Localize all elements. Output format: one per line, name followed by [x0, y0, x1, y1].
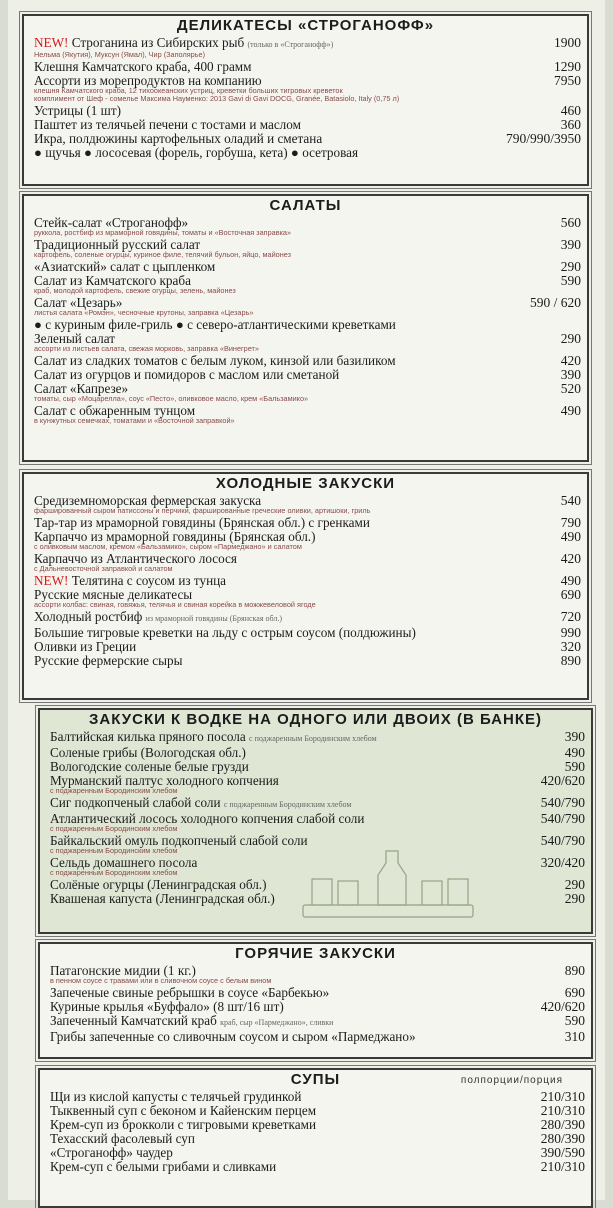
section-title: ДЕЛИКАТЕСЫ «СТРОГАНОФФ»: [176, 17, 435, 34]
menu-item: [34, 382, 581, 396]
menu-item-name: Карпаччо из Атлантического лосося: [34, 551, 237, 566]
menu-item-price: 490: [560, 403, 581, 418]
menu-item: [50, 774, 585, 788]
menu-item-name-wrap: [50, 1146, 535, 1160]
menu-item: [34, 516, 581, 530]
menu-item-price: 720: [560, 609, 581, 624]
menu-item: [50, 1160, 585, 1174]
menu-item-name: Средиземноморская фермерская закуска: [34, 493, 262, 508]
section-body-vodka-snacks: [38, 708, 593, 906]
menu-item-name-wrap: [34, 354, 555, 368]
section-body-hot-appetizers: [38, 942, 593, 1044]
menu-item-price: 290: [560, 259, 581, 274]
menu-item-description: клешня Камчатского краба, 12 тихоокеанских устриц, креветки больших тигровых креветок: [34, 87, 343, 95]
menu-item: [34, 132, 581, 146]
menu-item-description: ассорти из листьев салата, свежая морковь, заправка «Винегрет»: [34, 345, 259, 353]
menu-item-price: 390: [560, 367, 581, 382]
menu-item-name: Телятина с соусом из тунца: [71, 573, 227, 588]
menu-item-name: Устрицы (1 шт): [34, 103, 121, 118]
menu-item-name-wrap: [34, 332, 555, 346]
menu-item: [34, 74, 581, 88]
new-badge: NEW!: [34, 573, 69, 588]
menu-item-price: 560: [560, 215, 581, 230]
menu-item: [34, 552, 581, 566]
menu-item: [34, 588, 581, 602]
menu-item-description: Нельма (Якутия), Муксун (Ямал), Чир (Заполярье): [34, 51, 206, 59]
menu-item-price: 320: [560, 639, 581, 654]
menu-item-description: томаты, сыр «Моцарелла», соус «Песто», оливковое масло, крем «Бальзамико»: [34, 395, 309, 403]
menu-item-name: Салат «Цезарь»: [34, 295, 123, 310]
section-title: САЛАТЫ: [269, 197, 342, 214]
menu-item-price: 1900: [554, 35, 581, 50]
menu-item-price: 7950: [554, 73, 581, 88]
menu-item: [50, 796, 585, 812]
menu-item-name: Сиг подкопченый слабой соли: [50, 795, 221, 810]
menu-item: [50, 1000, 585, 1014]
menu-item-price: 490: [560, 573, 581, 588]
menu-item-name: ● щучья ● лососевая (форель, горбуша, кета) ● осетровая: [34, 145, 359, 160]
menu-item: [34, 260, 581, 274]
menu-item: [34, 626, 581, 640]
menu-item-price: 590: [560, 273, 581, 288]
menu-item: [34, 104, 581, 118]
menu-item-name: Вологодские соленые белые грузди: [50, 759, 249, 774]
menu-item-name: Атлантический лосось холодного копчения слабой соли: [50, 811, 365, 826]
menu-item-name-wrap: [34, 382, 555, 396]
menu-item-name: Солёные огурцы (Ленинградская обл.): [50, 877, 267, 892]
menu-item-name-wrap: [34, 588, 555, 602]
menu-item-name: Русские фермерские сыры: [34, 653, 183, 668]
menu-item-name: Тар-тар из мраморной говядины (Брянская обл.) с гренками: [34, 515, 370, 530]
menu-items-list: [38, 730, 593, 906]
menu-item-name-wrap: [34, 318, 575, 332]
section-title: ЗАКУСКИ К ВОДКЕ НА ОДНОГО ИЛИ ДВОИХ (В БАНКЕ): [89, 711, 542, 728]
menu-item-description: с поджаренным Бородинским хлебом: [50, 787, 178, 795]
menu-item: [50, 1104, 585, 1118]
menu-item-description: краб, молодой картофель, свежие огурцы, зелень, майонез: [34, 287, 236, 295]
menu-item-price: 420: [560, 551, 581, 566]
menu-item-price: 590: [564, 759, 585, 774]
menu-item-name-wrap: [50, 1000, 535, 1014]
menu-item: [34, 60, 581, 74]
menu-item: [50, 746, 585, 760]
menu-item-name-wrap: [50, 1118, 535, 1132]
menu-item-note: (только в «Строганофф»): [247, 40, 334, 49]
menu-item-name-wrap: [50, 746, 559, 760]
menu-item-name: Соленые грибы (Вологодская обл.): [50, 745, 246, 760]
menu-item: [50, 1030, 585, 1044]
menu-item-name: Тыквенный суп с беконом и Кайенским перцем: [50, 1103, 317, 1118]
menu-item-name-wrap: [34, 74, 548, 88]
menu-item-note: краб, сыр «Пармеджано», сливки: [220, 1018, 334, 1027]
menu-item-price: 210/310: [540, 1103, 585, 1118]
menu-item-name: Зеленый салат: [34, 331, 116, 346]
menu-item-name-wrap: [50, 1030, 559, 1044]
menu-item-name-wrap: [34, 530, 555, 544]
menu-item-price: 290: [560, 331, 581, 346]
menu-item-name: Квашеная капуста (Ленинградская обл.): [50, 891, 275, 906]
menu-item-name-wrap: [50, 760, 559, 774]
menu-item: [34, 654, 581, 668]
menu-item-name-wrap: [50, 986, 559, 1000]
menu-item-name: Большие тигровые креветки на льду с острым соусом (полдюжины): [34, 625, 416, 640]
menu-item-price: 420/620: [540, 999, 585, 1014]
menu-item: [34, 640, 581, 654]
menu-item-price: 540/790: [540, 833, 585, 848]
menu-item: [34, 404, 581, 418]
menu-item: [34, 238, 581, 252]
menu-item-description: комплимент от Шеф - сомелье Максима Науменко: 2013 Gavi di Gavi DOCG, Granée, Batasiolo, Italy (0,75 л): [34, 95, 400, 103]
menu-item: [34, 368, 581, 382]
menu-item-description: фаршированный сыром патиссоны и перчики, фаршированные греческие оливки, артишоки, гриль: [34, 507, 371, 515]
menu-item: [50, 730, 585, 746]
menu-item-name-wrap: [50, 1160, 535, 1174]
menu-item-name: Крем-суп из брокколи с тигровыми креветками: [50, 1117, 317, 1132]
menu-item-name: «Азиатский» салат с цыпленком: [34, 259, 216, 274]
menu-items-list: [38, 1090, 593, 1174]
menu-item: [34, 318, 581, 332]
menu-item-name-wrap: [34, 494, 555, 508]
menu-item-name-wrap: [50, 892, 559, 906]
menu-item-price: 540: [560, 493, 581, 508]
menu-item: [34, 332, 581, 346]
menu-item: [34, 274, 581, 288]
menu-item-name: Карпаччо из мраморной говядины (Брянская обл.): [34, 529, 316, 544]
menu-item-price: 790/990/3950: [505, 131, 581, 146]
menu-item-name: Щи из кислой капусты с телячьей грудинкой: [50, 1089, 302, 1104]
menu-item-note: с поджаренным Бородинским хлебом: [223, 800, 352, 809]
menu-item-price: 280/390: [540, 1131, 585, 1146]
menu-item: [34, 354, 581, 368]
menu-item-name-wrap: [34, 216, 555, 230]
menu-item-description: в пенном соусе с травами или в сливочном соусе с белым вином: [50, 977, 272, 985]
menu-item-description: руккола, ростбиф из мраморной говядины, томаты и «Восточная заправка»: [34, 229, 292, 237]
menu-item-name-wrap: [34, 60, 548, 74]
menu-item-name: Оливки из Греции: [34, 639, 137, 654]
menu-items-list: [22, 494, 589, 668]
menu-item-price: 210/310: [540, 1089, 585, 1104]
menu-item-name: Ассорти из морепродуктов на компанию: [34, 73, 262, 88]
menu-item-name-wrap: [34, 404, 555, 418]
menu-item-price: 890: [560, 653, 581, 668]
menu-item-name-wrap: [34, 552, 555, 566]
section-title: СУПЫ полпорции/порция: [290, 1071, 563, 1088]
menu-item-name: Русские мясные деликатесы: [34, 587, 193, 602]
menu-item-name: Сельдь домашнего посола: [50, 855, 198, 870]
menu-item-name: Салат с обжаренным тунцом: [34, 403, 196, 418]
menu-item-name: Салат из Камчатского краба: [34, 273, 191, 288]
menu-item-price: 490: [564, 745, 585, 760]
menu-item: [50, 986, 585, 1000]
menu-item-name: Холодный ростбиф: [34, 609, 143, 624]
menu-item: [50, 834, 585, 848]
menu-item-price: 520: [560, 381, 581, 396]
section-title: ХОЛОДНЫЕ ЗАКУСКИ: [215, 475, 396, 492]
menu-item-description: с поджаренным Бородинским хлебом: [50, 869, 178, 877]
menu-item-name-wrap: [50, 1090, 535, 1104]
menu-item: [50, 892, 585, 906]
menu-item-description: с поджаренным Бородинским хлебом: [50, 825, 178, 833]
menu-item-name-wrap: [34, 610, 555, 626]
menu-item-name: ● с куриным филе-гриль ● с северо-атлантическими креветками: [34, 317, 396, 332]
menu-item: [50, 964, 585, 978]
menu-item-name-wrap: [34, 296, 524, 310]
menu-item-price: 390: [564, 729, 585, 744]
menu-item: [34, 146, 581, 160]
menu-items-list: [22, 36, 589, 160]
menu-item-description: картофель, соленые огурцы, куриное филе, телячий бульон, яйцо, майонез: [34, 251, 291, 259]
menu-item-name-wrap: [34, 368, 555, 382]
menu-item: [50, 1090, 585, 1104]
menu-item: [50, 1014, 585, 1030]
menu-item: [34, 296, 581, 310]
menu-item-description: в кунжутных семечках, томатами и «Восточной заправкой»: [34, 417, 235, 425]
section-body-salads: [22, 194, 589, 426]
menu-item-name: «Строганофф» чаудер: [50, 1145, 173, 1160]
menu-item-name: Строганина из Сибирских рыб: [71, 35, 245, 50]
menu-item: [50, 812, 585, 826]
menu-item-name: Салат из сладких томатов с белым луком, кинзой или базиликом: [34, 353, 396, 368]
menu-item-price: 890: [564, 963, 585, 978]
menu-item-name: Грибы запеченные со сливочным соусом и сыром «Пармеджано»: [50, 1029, 416, 1044]
menu-item-description: ассорти колбас: свиная, говяжья, телячья и свиная корейка в можжевеловой ягоде: [34, 601, 316, 609]
section-subtitle: полпорции/порция: [460, 1075, 563, 1086]
menu-item-name-wrap: [34, 654, 555, 668]
menu-item-name-wrap: [50, 1014, 559, 1030]
menu-item-name-wrap: [50, 856, 535, 870]
menu-item-name: Запеченный Камчатский краб: [50, 1013, 217, 1028]
menu-item-name-wrap: [34, 516, 555, 530]
menu-item-name-wrap: [34, 132, 500, 146]
menu-item: [50, 760, 585, 774]
menu-item: [34, 118, 581, 132]
menu-item-name: Традиционный русский салат: [34, 237, 201, 252]
menu-item-name-wrap: [50, 1104, 535, 1118]
menu-item-name-wrap: [34, 626, 555, 640]
menu-item-price: 540/790: [540, 795, 585, 810]
menu-item-name-wrap: [50, 878, 559, 892]
menu-item-description: листья салата «Ромэн», чесночные крутоны, заправка «Цезарь»: [34, 309, 254, 317]
menu-item-price: 210/310: [540, 1159, 585, 1174]
menu-item-name: Паштет из телячьей печени с тостами и маслом: [34, 117, 301, 132]
menu-item-name-wrap: [34, 640, 555, 654]
menu-item-name-wrap: [34, 238, 555, 252]
menu-item-name-wrap: [34, 146, 575, 160]
menu-page: [8, 0, 605, 1200]
new-badge: NEW!: [34, 35, 69, 50]
menu-item: [34, 36, 581, 52]
menu-item-name-wrap: [50, 730, 559, 746]
menu-item-price: 420: [560, 353, 581, 368]
menu-item-name-wrap: [50, 834, 535, 848]
menu-item-name-wrap: [50, 812, 535, 826]
menu-item-price: 390: [560, 237, 581, 252]
menu-item-price: 790: [560, 515, 581, 530]
menu-item: [34, 610, 581, 626]
menu-item: [34, 494, 581, 508]
menu-item-price: 360: [560, 117, 581, 132]
menu-item-name-wrap: [50, 774, 535, 788]
menu-item-price: 490: [560, 529, 581, 544]
menu-item-name-wrap: [34, 274, 555, 288]
section-title: ГОРЯЧИЕ ЗАКУСКИ: [235, 945, 396, 962]
menu-item: [50, 1146, 585, 1160]
menu-item-name: Техасский фасолевый суп: [50, 1131, 195, 1146]
menu-item-name: Балтийская килька пряного посола: [50, 729, 246, 744]
menu-item-name: Салат «Капрезе»: [34, 381, 129, 396]
menu-item: [50, 1132, 585, 1146]
menu-item: [34, 574, 581, 588]
menu-item-name-wrap: [34, 260, 555, 274]
menu-item-name: Куриные крылья «Буффало» (8 шт/16 шт): [50, 999, 284, 1014]
menu-item-name: Мурманский палтус холодного копчения: [50, 773, 279, 788]
menu-item: [50, 856, 585, 870]
menu-item-name-wrap: [34, 104, 555, 118]
menu-item: [34, 530, 581, 544]
menu-item-description: с оливковым маслом, кремом «Бальзамико», сыром «Пармеджано» и салатом: [34, 543, 302, 551]
menu-item-name: Патагонские мидии (1 кг.): [50, 963, 196, 978]
menu-item-price: 310: [564, 1029, 585, 1044]
menu-item-note: из мраморной говядины (Брянская обл.): [145, 614, 283, 623]
menu-item-name: Крем-суп с белыми грибами и сливками: [50, 1159, 277, 1174]
menu-item-note: с поджаренным Бородинским хлебом: [249, 734, 377, 743]
menu-item-description: с Дальневосточной заправкой и салатом: [34, 565, 173, 573]
section-body-cold-appetizers: [22, 472, 589, 668]
menu-item-price: 590: [564, 1013, 585, 1028]
menu-item-price: 690: [560, 587, 581, 602]
menu-item-price: 390/590: [540, 1145, 585, 1160]
menu-item-price: 280/390: [540, 1117, 585, 1132]
menu-item-price: 290: [564, 891, 585, 906]
menu-item-name: Икра, полдюжины картофельных оладий и сметана: [34, 131, 323, 146]
menu-item-price: 690: [564, 985, 585, 1000]
menu-item-name-wrap: [34, 118, 555, 132]
menu-item-price: 460: [560, 103, 581, 118]
menu-items-list: [38, 964, 593, 1044]
menu-item-price: 420/620: [540, 773, 585, 788]
menu-item-price: 290: [564, 877, 585, 892]
menu-item-description: с поджаренным Бородинским хлебом: [50, 847, 178, 855]
menu-item-name-wrap: [50, 1132, 535, 1146]
menu-item: [50, 878, 585, 892]
menu-item-name: Клешня Камчатского краба, 400 грамм: [34, 59, 252, 74]
menu-item-name: Стейк-салат «Строганофф»: [34, 215, 189, 230]
menu-item-price: 990: [560, 625, 581, 640]
menu-item-price: 1290: [554, 59, 581, 74]
menu-item-name-wrap: [34, 574, 555, 588]
section-body-delicacies: [22, 14, 589, 160]
menu-item-name: Запеченые свиные ребрышки в соусе «Барбекью»: [50, 985, 330, 1000]
menu-item: [34, 216, 581, 230]
menu-item-name-wrap: [34, 36, 548, 52]
menu-item: [50, 1118, 585, 1132]
menu-item-price: 590 / 620: [529, 295, 581, 310]
menu-item-name: Байкальский омуль подкопченый слабой соли: [50, 833, 308, 848]
menu-item-name-wrap: [50, 964, 559, 978]
menu-items-list: [22, 216, 589, 425]
menu-item-name: Салат из огурцов и помидоров с маслом или сметаной: [34, 367, 340, 382]
menu-item-price: 540/790: [540, 811, 585, 826]
section-body-soups: [38, 1068, 593, 1174]
menu-item-name-wrap: [50, 796, 535, 812]
menu-item-price: 320/420: [540, 855, 585, 870]
